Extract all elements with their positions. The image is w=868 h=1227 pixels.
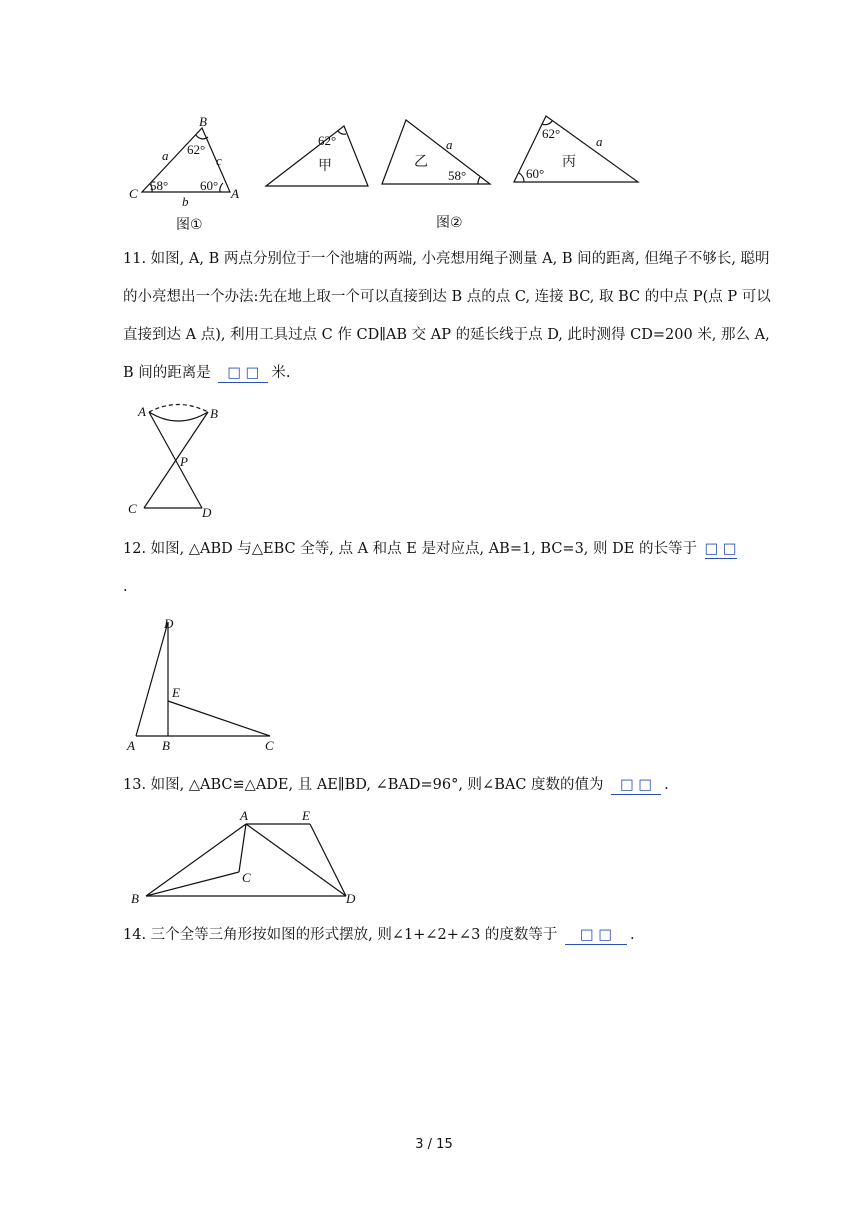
figure-q11-pond: [122, 398, 232, 523]
answer-blank-12[interactable]: □ □: [704, 541, 737, 557]
question-12-text: 12. 如图, △ABD 与△EBC 全等, 点 A 和点 E 是对应点, AB=1, BC=3, 则 DE 的长等于: [123, 541, 697, 557]
figure-q12-triangles: [122, 612, 287, 754]
question-11: [123, 240, 773, 392]
point-d-label: D: [202, 505, 212, 520]
angle-bing-left-label: 60°: [526, 166, 545, 181]
page-number: 3 / 15: [415, 1137, 453, 1152]
point-a-label: A: [138, 404, 146, 419]
point-a-label: A: [240, 808, 248, 823]
question-12-tail: .: [123, 579, 128, 595]
angle-yi-label: 58°: [448, 168, 467, 183]
vertex-a-label: A: [231, 186, 239, 201]
line-bc: [144, 412, 208, 508]
answer-blank-14[interactable]: □ □: [565, 926, 627, 945]
side-b-label: b: [182, 194, 189, 209]
answer-blank-11[interactable]: □ □: [218, 364, 268, 383]
point-b-label: B: [162, 738, 170, 753]
point-p-label: P: [180, 454, 188, 469]
line-ec: [168, 701, 270, 736]
angle-yi-arc: [478, 177, 480, 184]
line-ad: [246, 824, 346, 896]
point-c-label: C: [242, 870, 251, 885]
label-jia: 甲: [318, 159, 332, 174]
pond-dashed-ab: [149, 405, 208, 413]
question-14-tail: .: [630, 927, 635, 943]
triangle-yi: [382, 120, 490, 184]
point-d-label: D: [164, 616, 174, 631]
point-e-label: E: [172, 685, 180, 700]
point-e-label: E: [302, 808, 310, 823]
angle-jia-arc: [338, 131, 346, 134]
triangle-jia: [266, 126, 368, 186]
line-ed: [310, 824, 346, 896]
label-bing: 丙: [562, 155, 576, 170]
line-ac: [239, 824, 246, 872]
side-bing-a-label: a: [596, 134, 603, 149]
point-b-label: B: [131, 891, 139, 906]
line-ad: [136, 622, 168, 736]
vertex-b-label: B: [199, 114, 207, 129]
point-a-label: A: [127, 738, 135, 753]
question-13: [123, 766, 773, 804]
figure-2-yi: [376, 116, 496, 188]
figure-2-caption: 图②: [436, 215, 463, 231]
question-11-tail: 米.: [271, 365, 291, 381]
angle-jia-label: 62°: [318, 133, 337, 148]
question-13-text: 13. 如图, △ABC≌△ADE, 且 AE∥BD, ∠BAD=96°, 则∠BAC 度数的值为: [123, 777, 604, 793]
line-bc: [146, 872, 239, 896]
pond-curve: [149, 412, 208, 421]
point-c-label: C: [265, 738, 274, 753]
point-d-label: D: [346, 891, 356, 906]
angle-a-arc: [220, 183, 223, 192]
figure-q13-triangles: [126, 806, 366, 908]
angle-b-label: 62°: [187, 142, 206, 157]
point-b-label: B: [210, 406, 218, 421]
angle-c-label: 58°: [150, 178, 169, 193]
question-13-tail: .: [664, 777, 669, 793]
answer-blank-13[interactable]: □ □: [611, 776, 661, 795]
question-14-text: 14. 三个全等三角形按如图的形式摆放, 则∠1+∠2+∠3 的度数等于: [123, 927, 558, 943]
question-11-text: 11. 如图, A, B 两点分别位于一个池塘的两端, 小亮想用绳子测量 A, B 间的距离, 但绳子不够长, 聪明的小亮想出一个办法:先在地上取一个可以直接到达 B 点的点 C, 连接 BC, 取 BC 的中点 P(点 P 可以直接到达 A 点), 利用工具过点 C 作 CD∥AB 交 AP 的延长线于点 D, 此时测得 CD=200 米, 那么 A, B 间的距离是: [123, 251, 771, 381]
angle-bing-top-label: 62°: [542, 126, 561, 141]
angle-a-label: 60°: [200, 178, 219, 193]
side-yi-a-label: a: [446, 137, 453, 152]
label-yi: 乙: [414, 155, 428, 170]
figure-1-caption: 图①: [176, 217, 203, 233]
point-c-label: C: [128, 501, 137, 516]
side-a-label: a: [162, 148, 169, 163]
question-14: [123, 916, 773, 954]
figure-1-triangle: [120, 110, 250, 209]
vertex-c-label: C: [129, 186, 138, 201]
question-12: [123, 530, 773, 606]
figure-2-bing: [510, 110, 645, 188]
line-ab: [146, 824, 246, 896]
angle-bing-left-arc: [519, 173, 524, 182]
figure-2-jia: [262, 120, 372, 190]
side-c-label: c: [216, 153, 222, 168]
